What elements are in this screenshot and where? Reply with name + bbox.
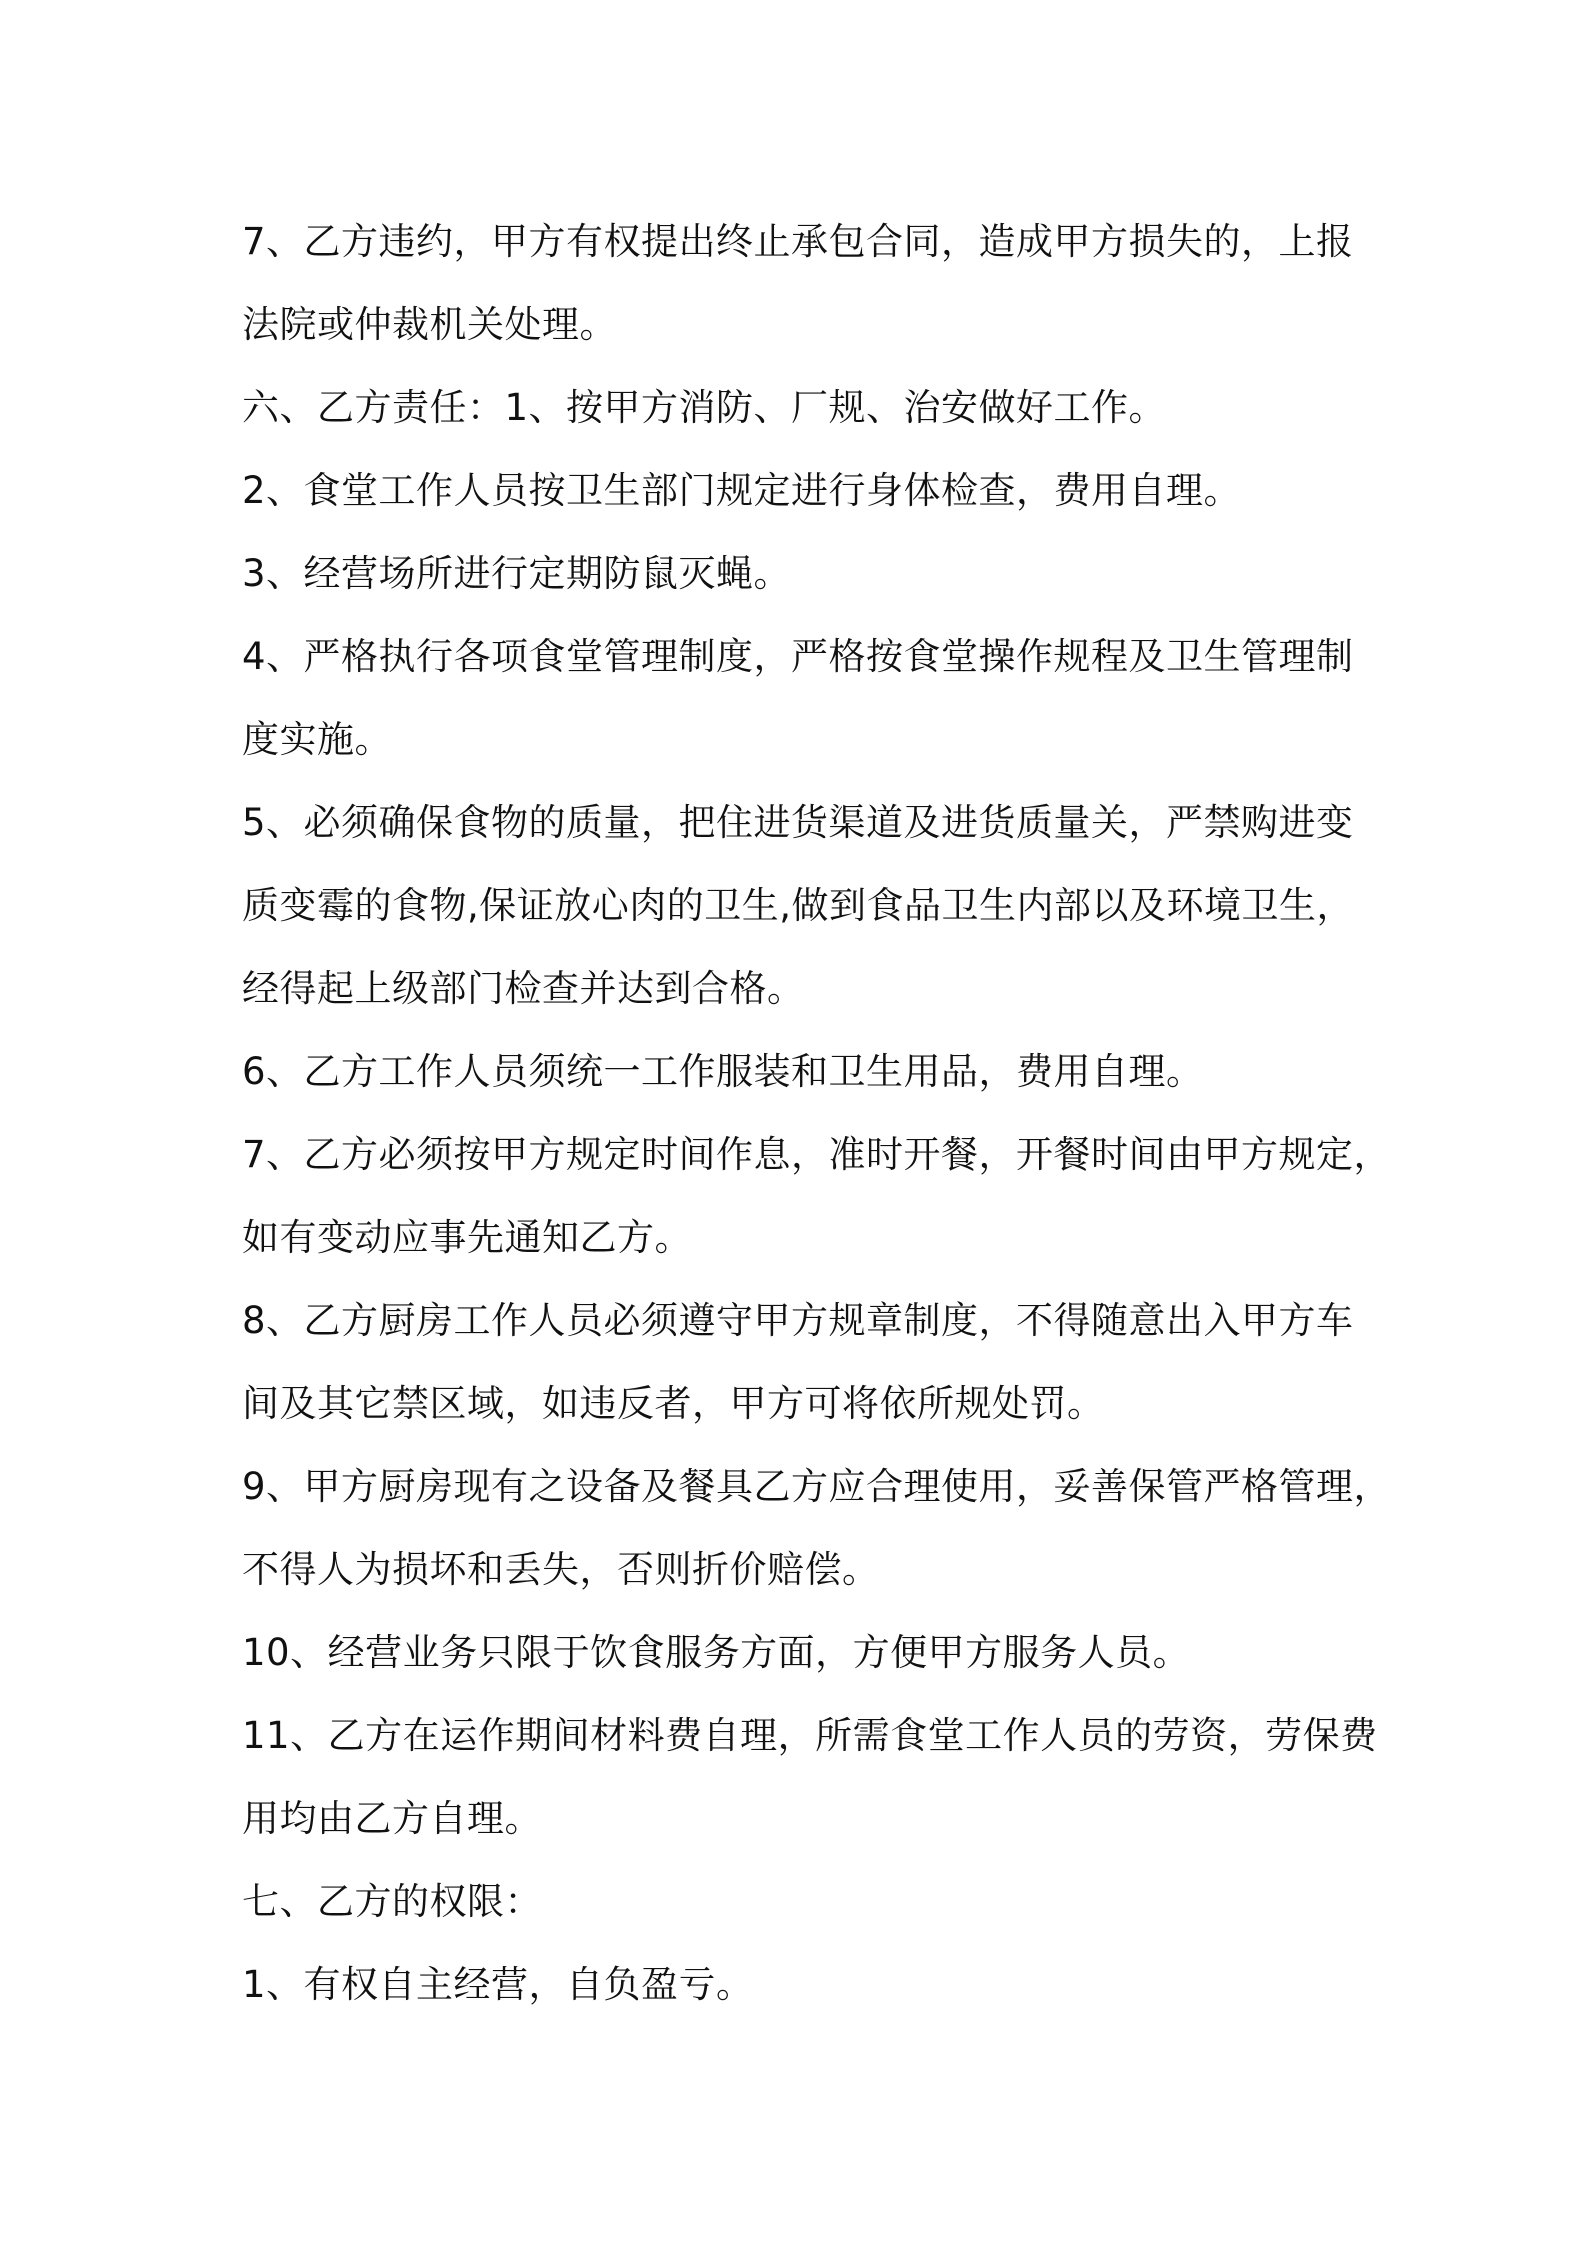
text-line: 间及其它禁区域，如违反者，甲方可将依所规处罚。 <box>242 1382 1105 1425</box>
text-line: 11、乙方在运作期间材料费自理，所需食堂工作人员的劳资，劳保费 <box>242 1714 1378 1757</box>
text-line: 质变霉的食物,保证放心肉的卫生,做到食品卫生内部以及环境卫生， <box>242 884 1355 927</box>
text-line: 用均由乙方自理。 <box>242 1797 542 1840</box>
text-line: 9、甲方厨房现有之设备及餐具乙方应合理使用，妥善保管严格管理， <box>242 1465 1392 1508</box>
text-line: 七、乙方的权限： <box>242 1880 542 1923</box>
text-line: 10、经营业务只限于饮食服务方面，方便甲方服务人员。 <box>242 1631 1191 1674</box>
text-line: 2、食堂工作人员按卫生部门规定进行身体检查，费用自理。 <box>242 469 1242 512</box>
text-line: 不得人为损坏和丢失，否则折价赔偿。 <box>242 1548 880 1591</box>
text-line: 7、乙方必须按甲方规定时间作息，准时开餐，开餐时间由甲方规定， <box>242 1133 1392 1176</box>
text-line: 度实施。 <box>242 718 392 761</box>
text-line: 8、乙方厨房工作人员必须遵守甲方规章制度，不得随意出入甲方车 <box>242 1299 1354 1342</box>
text-line: 7、乙方违约，甲方有权提出终止承包合同，造成甲方损失的，上报 <box>242 220 1354 263</box>
text-line: 4、严格执行各项食堂管理制度，严格按食堂操作规程及卫生管理制 <box>242 635 1354 678</box>
text-line: 经得起上级部门检查并达到合格。 <box>242 967 805 1010</box>
text-line: 6、乙方工作人员须统一工作服装和卫生用品，费用自理。 <box>242 1050 1204 1093</box>
text-line: 1、有权自主经营，自负盈亏。 <box>242 1963 754 2006</box>
text-line: 5、必须确保食物的质量，把住进货渠道及进货质量关，严禁购进变 <box>242 801 1354 844</box>
text-line: 六、乙方责任：1、按甲方消防、厂规、治安做好工作。 <box>242 386 1167 429</box>
text-line: 法院或仲裁机关处理。 <box>242 303 617 346</box>
text-line: 如有变动应事先通知乙方。 <box>242 1216 692 1259</box>
document-body <box>242 200 1392 2026</box>
text-line: 3、经营场所进行定期防鼠灭蝇。 <box>242 552 792 595</box>
